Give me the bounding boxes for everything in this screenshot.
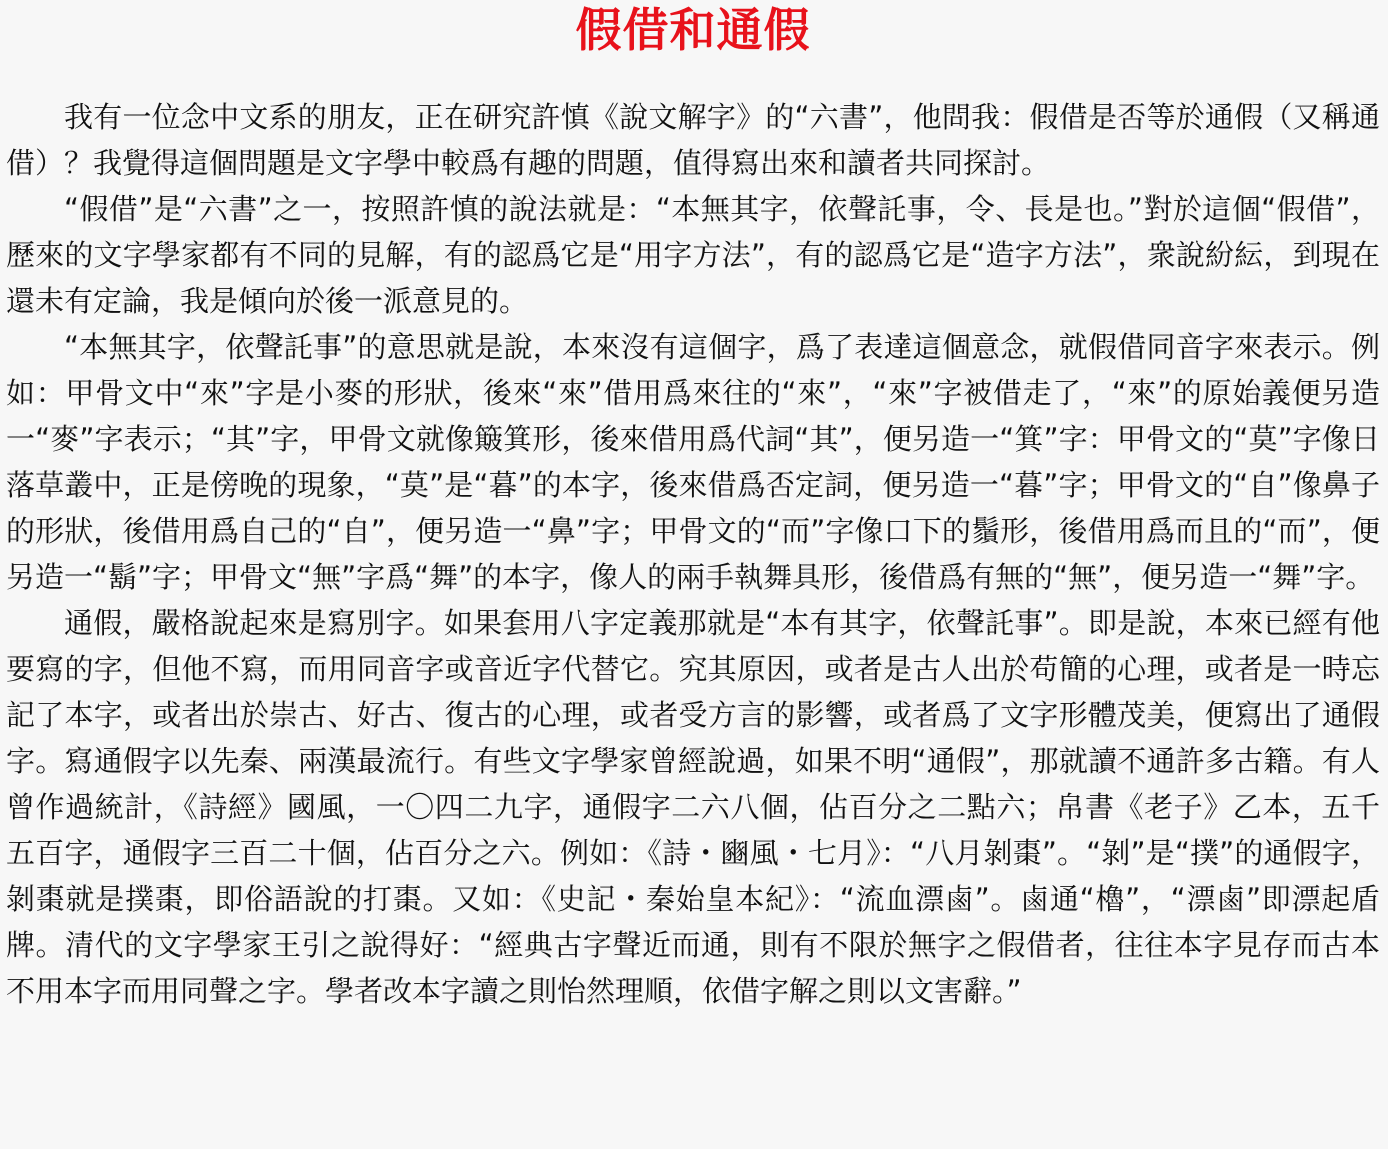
paragraph-2: “假借”是“六書”之一，按照許慎的說法就是：“本無其字，依聲託事，令、長是也。”對於這個“假借”，歷來的文字學家都有不同的見解，有的認爲它是“用字方法”，有的認爲它是“造字方法”，衆說紛紜，到現在還未有定論，我是傾向於後一派意見的。 bbox=[6, 192, 1380, 318]
paragraph-4: 通假，嚴格說起來是寫別字。如果套用八字定義那就是“本有其字，依聲託事”。即是說，本來已經有他要寫的字，但他不寫，而用同音字或音近字代替它。究其原因，或者是古人出於苟簡的心理，或者是一時忘記了本字，或者出於崇古、好古、復古的心理，或者受方言的影響，或者爲了文字形體茂美，便寫出了通假字。寫通假字以先秦、兩漢最流行。有些文字學家曾經說過，如果不明“通假”，那就讀不通許多古籍。有人曾作過統計，《詩經》國風，一〇四二九字，通假字二六八個，佔百分之二點六；帛書《老子》乙本，五千五百字，通假字三百二十個，佔百分之六。例如：《詩・豳風・七月》：“八月剝棗”。“剝”是“撲”的通假字，剝棗就是撲棗，即俗語說的打棗。又如：《史記・秦始皇本紀》：“流血漂鹵”。鹵通“櫓”，“漂鹵”即漂起盾牌。清代的文字學家王引之說得好：“經典古字聲近而通，則有不限於無字之假借者，往往本字見存而古本不用本字而用同聲之字。學者改本字讀之則怡然理順，依借字解之則以文害辭。” bbox=[6, 606, 1380, 1008]
article-body bbox=[6, 94, 1380, 1014]
paragraph-3: “本無其字，依聲託事”的意思就是說，本來沒有這個字，爲了表達這個意念，就假借同音字來表示。例如：甲骨文中“來”字是小麥的形狀，後來“來”借用爲來往的“來”，“來”字被借走了，“來”的原始義便另造一“麥”字表示；“其”字，甲骨文就像簸箕形，後來借用爲代詞“其”，便另造一“箕”字：甲骨文的“莫”字像日落草叢中，正是傍晚的現象，“莫”是“暮”的本字，後來借爲否定詞，便另造一“暮”字；甲骨文的“自”像鼻子的形狀，後借用爲自己的“自”，便另造一“鼻”字；甲骨文的“而”字像口下的鬚形，後借用爲而且的“而”，便另造一“鬍”字；甲骨文“無”字爲“舞”的本字，像人的兩手執舞具形，後借爲有無的“無”，便另造一“舞”字。 bbox=[6, 330, 1380, 594]
paragraph-1: 我有一位念中文系的朋友，正在研究許慎《說文解字》的“六書”，他問我：假借是否等於通假（又稱通借）？我覺得這個問題是文字學中較爲有趣的問題，值得寫出來和讀者共同探討。 bbox=[6, 100, 1380, 180]
article-title: 假借和通假 bbox=[575, 3, 811, 57]
